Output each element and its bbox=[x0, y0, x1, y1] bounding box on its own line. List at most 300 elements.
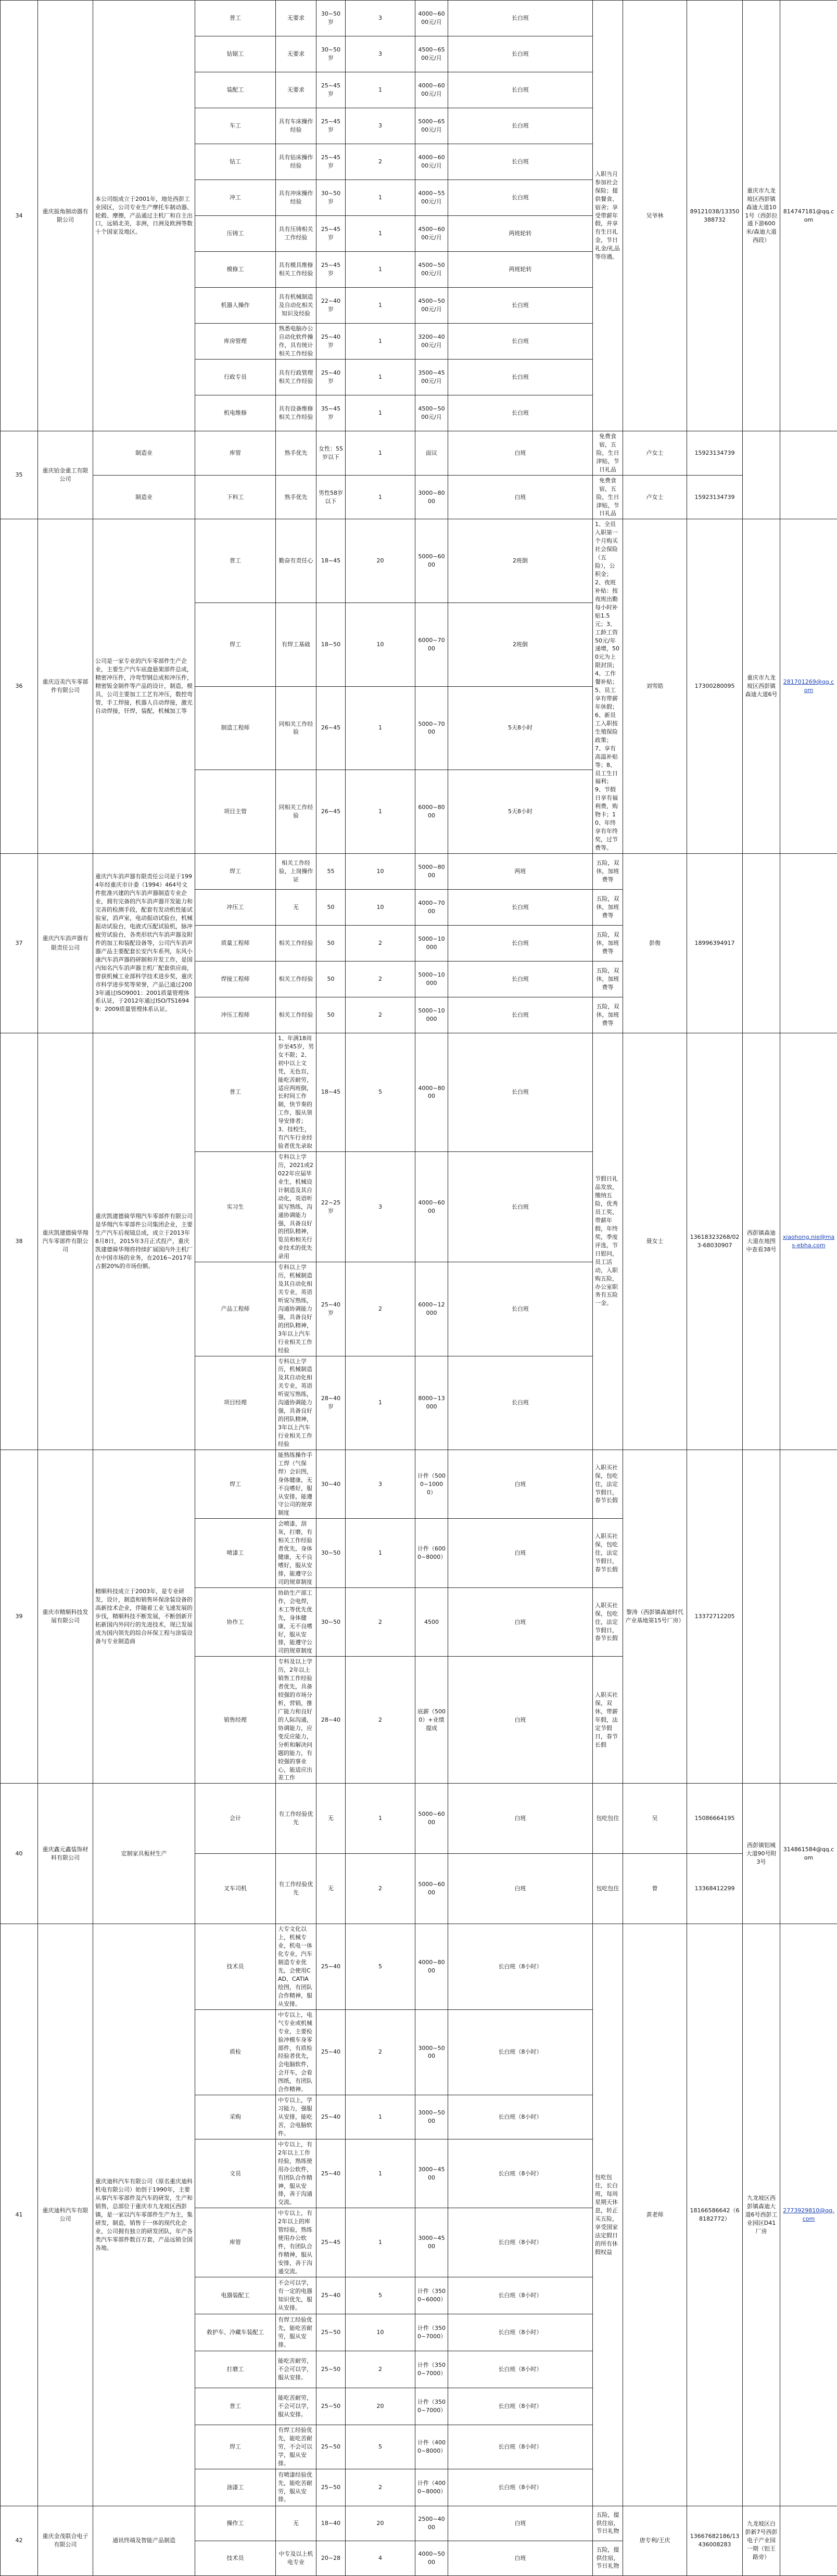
job-title: 销售经理 bbox=[195, 1657, 276, 1784]
company-welfare: 入职当月参加社会保险；提供餐食、宿舍；享受带薪年假，并享有生日礼金，节日礼金/礼品等待遇。 bbox=[593, 1, 623, 431]
job-headcount: 1 bbox=[346, 1519, 415, 1588]
job-title: 技术员 bbox=[195, 2541, 276, 2575]
job-headcount: 2 bbox=[346, 2469, 415, 2506]
job-title: 产品工程师 bbox=[195, 1262, 276, 1356]
job-title: 库管 bbox=[195, 431, 276, 476]
job-headcount: 2 bbox=[346, 925, 415, 961]
job-salary: 3000~4500 bbox=[415, 2208, 448, 2277]
job-shift: 白班 bbox=[448, 475, 593, 519]
job-title: 协作工 bbox=[195, 1587, 276, 1657]
company-name: 重庆鑫元鑫装饰材料有限公司 bbox=[38, 1784, 93, 1924]
job-headcount: 2 bbox=[346, 997, 415, 1033]
job-salary: 面议 bbox=[415, 431, 448, 476]
contact-person: 聂女士 bbox=[623, 1033, 687, 1450]
job-shift: 长白班（8小时） bbox=[448, 2095, 593, 2139]
company-name: 重庆凯建德骑华翔汽车零部件有限公司 bbox=[38, 1033, 93, 1450]
job-salary: 计件（3500~7000） bbox=[415, 2388, 448, 2425]
job-headcount: 10 bbox=[346, 2314, 415, 2351]
job-title: 焊接工程师 bbox=[195, 961, 276, 997]
job-salary: 计件（3500~6000） bbox=[415, 2277, 448, 2314]
job-requirement: 专科以上学历，机械制造及其自动化相关专业，英语听说写熟练，沟通协调能力强，具备良好的团队精神，3年以上汽车行业相关工作经验 bbox=[276, 1262, 316, 1356]
job-requirement: 熟悉电脑办公自动化软件操作，具有统计相关工作经验 bbox=[276, 324, 316, 360]
job-requirement: 无 bbox=[276, 889, 316, 925]
job-title: 行政专员 bbox=[195, 360, 276, 395]
job-title: 焊工 bbox=[195, 1450, 276, 1519]
job-age: 30~40 bbox=[316, 1450, 346, 1519]
job-headcount: 1 bbox=[346, 2139, 415, 2208]
job-age: 30~50岁 bbox=[316, 1, 346, 36]
job-age: 50 bbox=[316, 997, 346, 1033]
job-requirement: 无要求 bbox=[276, 36, 316, 72]
job-requirement: 有喷漆经验优先，能吃苦耐劳，服从安排。 bbox=[276, 2469, 316, 2506]
job-title: 机电维修 bbox=[195, 395, 276, 431]
company-number: 39 bbox=[1, 1450, 38, 1784]
job-headcount: 3 bbox=[346, 108, 415, 144]
company-number: 40 bbox=[1, 1784, 38, 1924]
job-age: 22~25岁 bbox=[316, 1152, 346, 1262]
job-age: 25~50 bbox=[316, 2351, 346, 2388]
job-salary: 4000~5000 bbox=[415, 2541, 448, 2575]
job-shift: 白班 bbox=[448, 1657, 593, 1784]
job-salary: 4000~6000 bbox=[415, 1152, 448, 1262]
job-title: 压铸工 bbox=[195, 216, 276, 252]
job-headcount: 5 bbox=[346, 1033, 415, 1151]
job-requirement: 专科及以上学历，2年以上销售工作经验者优先，具备较强的市场分析，营销，推广能力和良好的人际沟通，协调能力，应变反应能力，分析和解决问题的能力，有较强的事业心，能适应出差工作 bbox=[276, 1657, 316, 1784]
company-welfare: 入职买社保，双休，带薪年假，法定节假日，春节长假 bbox=[593, 1657, 623, 1784]
job-age: 25~40 bbox=[316, 2095, 346, 2139]
job-title: 库房管理 bbox=[195, 324, 276, 360]
job-salary: 4500~5000元/月 bbox=[415, 395, 448, 431]
job-title: 冲工 bbox=[195, 180, 276, 216]
job-age: 25~50 bbox=[316, 2314, 346, 2351]
table-row bbox=[1, 853, 837, 889]
job-title: 模修工 bbox=[195, 252, 276, 288]
job-title: 钻锯工 bbox=[195, 36, 276, 72]
job-title: 焊工 bbox=[195, 603, 276, 687]
job-title: 质检 bbox=[195, 2009, 276, 2095]
job-shift: 白班 bbox=[448, 2506, 593, 2541]
job-age: 25~40 bbox=[316, 2009, 346, 2095]
company-welfare: 五险，双休，加班费等 bbox=[593, 961, 623, 997]
job-requirement: 中专以上，有2年以上的库管经验，熟练使用办公软件，有团队合作精神，服从安排，善于沟通交流。 bbox=[276, 2208, 316, 2277]
company-number: 35 bbox=[1, 431, 38, 519]
job-salary: 4500 bbox=[415, 1587, 448, 1657]
job-shift: 长白班（8小时） bbox=[448, 2208, 593, 2277]
company-address bbox=[743, 1450, 780, 1784]
job-salary: 4000~6000元/月 bbox=[415, 72, 448, 108]
table-row bbox=[1, 2506, 837, 2541]
company-number: 42 bbox=[1, 2506, 38, 2575]
contact-phone: 13618323268/023-68030907 bbox=[687, 1033, 743, 1450]
job-age: 25~50 bbox=[316, 2388, 346, 2425]
job-headcount: 1 bbox=[346, 395, 415, 431]
table-row bbox=[1, 475, 837, 519]
job-shift: 长白班 bbox=[448, 925, 593, 961]
job-shift: 长白班（8小时） bbox=[448, 1924, 593, 2009]
job-age: 50 bbox=[316, 961, 346, 997]
company-name: 重庆汽车消声器有限责任公司 bbox=[38, 853, 93, 1033]
job-shift: 长白班 bbox=[448, 360, 593, 395]
job-age: 26~45 bbox=[316, 686, 346, 770]
job-age: 25~40 bbox=[316, 2139, 346, 2208]
job-title: 下料工 bbox=[195, 475, 276, 519]
job-age: 25~40岁 bbox=[316, 360, 346, 395]
company-intro: 重庆汽车消声器有限责任公司是于1994年经重庆市计委（1994）464号文件批准兴建的汽车消声器制造专业企业，拥有完备的汽车消声器开发能力和完善的检测手段，配套有发动机性能试验室，消声室，电动振动试验台，机械振动试验台，电液式压配试验机，脉冲疲劳试验台，各类形状汽车消声器及附件的加工和装配设备等，公司汽车消声器产品主要配套长安汽车系列，东风小康汽车消声器的研制和开发工作，是国内知名汽车消声器主机厂配套供应商，曾获机械工业部科学技术进步奖，重庆市科学进步奖等荣誉，产品已通过2003年通过ISO9001：2001质量管理体系认证，于2012年通过ISO/TS16949：2009质量管理体系认证。 bbox=[93, 853, 195, 1033]
job-salary: 5000~6000 bbox=[415, 519, 448, 603]
table-row bbox=[1, 1924, 837, 2009]
job-salary: 3000~8000 bbox=[415, 475, 448, 519]
company-address: 西彭镇铝城大道90号附3号 bbox=[743, 1784, 780, 1924]
job-salary: 3000~5000 bbox=[415, 2009, 448, 2095]
job-requirement: 不会可以学，有一定的电器知识优先，服从安排。 bbox=[276, 2277, 316, 2314]
company-number: 36 bbox=[1, 519, 38, 854]
job-salary: 5000~10000 bbox=[415, 961, 448, 997]
job-headcount: 2 bbox=[346, 144, 415, 180]
job-shift: 长白班（8小时） bbox=[448, 2351, 593, 2388]
job-shift: 白班 bbox=[448, 1450, 593, 1519]
company-industry: 通讯终端及智能产品制造 bbox=[93, 2506, 195, 2575]
job-shift: 长白班 bbox=[448, 36, 593, 72]
job-shift: 长白班（8小时） bbox=[448, 2469, 593, 2506]
job-headcount: 20 bbox=[346, 519, 415, 603]
job-salary: 5000~6500元/月 bbox=[415, 108, 448, 144]
job-title: 项目经理 bbox=[195, 1356, 276, 1450]
job-salary: 计件（4000~8000） bbox=[415, 2469, 448, 2506]
job-shift: 长白班（8小时） bbox=[448, 2314, 593, 2351]
job-headcount: 2 bbox=[346, 1657, 415, 1784]
job-shift: 长白班（8小时） bbox=[448, 2425, 593, 2469]
contact-person: 卢女士 bbox=[623, 475, 687, 519]
job-title: 普工 bbox=[195, 1, 276, 36]
job-headcount: 3 bbox=[346, 36, 415, 72]
job-salary: 计件（3500~7000） bbox=[415, 2314, 448, 2351]
job-salary: 4500~5000元/月 bbox=[415, 288, 448, 324]
company-name: 重庆铂金重工有限公司 bbox=[38, 431, 93, 519]
contact-person: 黎涛（西彭镇森迪时代产业基地第15号厂房） bbox=[623, 1450, 687, 1784]
job-salary: 4000~8000 bbox=[415, 1924, 448, 2009]
job-salary: 5000~6000 bbox=[415, 1854, 448, 1924]
company-name: 重庆金茂联合电子有限公司 bbox=[38, 2506, 93, 2575]
job-salary: 3200~4000元/月 bbox=[415, 324, 448, 360]
job-title: 叉车司机 bbox=[195, 1854, 276, 1924]
company-welfare: 入职买社保，包吃住，法定节假日，春节长假 bbox=[593, 1519, 623, 1588]
job-title: 库管 bbox=[195, 2208, 276, 2277]
job-headcount: 3 bbox=[346, 1, 415, 36]
job-shift: 5天8小时 bbox=[448, 686, 593, 770]
job-salary: 4000~8000 bbox=[415, 1033, 448, 1151]
job-shift: 长白班 bbox=[448, 1262, 593, 1356]
job-title: 钻工 bbox=[195, 144, 276, 180]
company-email bbox=[780, 431, 837, 519]
job-requirement: 能吃苦耐劳，不会可以学，服从安排。 bbox=[276, 2351, 316, 2388]
job-age: 30~50岁 bbox=[316, 36, 346, 72]
job-shift: 长白班 bbox=[448, 1, 593, 36]
job-requirement: 无 bbox=[276, 2506, 316, 2541]
job-headcount: 2 bbox=[346, 1587, 415, 1657]
job-salary: 3000~4500 bbox=[415, 2139, 448, 2208]
job-shift: 长白班 bbox=[448, 961, 593, 997]
job-headcount: 2 bbox=[346, 1854, 415, 1924]
job-title: 文员 bbox=[195, 2139, 276, 2208]
job-shift: 长白班 bbox=[448, 288, 593, 324]
company-intro: 重庆迪科汽车有限公司（原名重庆迪科机电有限公司）始创于1990年，主要从事汽车零部件及汽车的研发，生产和销售，总部位于重庆市九龙坡区西彭镇，是一家以汽车零部件生产为主，集研发，制造，销售于一体的现代化企业，公司拥有独立的研发团队，年产各类汽车零部件数百万套，产品远销全国各地。 bbox=[93, 1924, 195, 2506]
contact-person: 吴爷林 bbox=[623, 1, 687, 431]
company-email bbox=[780, 1450, 837, 1784]
job-salary: 计件（6000~8000） bbox=[415, 1519, 448, 1588]
job-requirement: 能熟练操作手工焊（气保焊）会识图，身体健康，无不良嗜好，服从安排，能遵守公司的规章制度 bbox=[276, 1450, 316, 1519]
job-requirement: 中专以上，有2年以上工作经验，熟练使用办公软件，有团队合作精神，服从安排，善于沟通交流。 bbox=[276, 2139, 316, 2208]
job-title: 打磨工 bbox=[195, 2351, 276, 2388]
company-address: 九龙坡区白彭新7号西彭电子产业园一期（铝王路旁） bbox=[743, 2506, 780, 2575]
job-title: 操作工 bbox=[195, 2506, 276, 2541]
job-title: 机器人操作 bbox=[195, 288, 276, 324]
job-requirement: 相关工作经验 bbox=[276, 997, 316, 1033]
job-headcount: 1 bbox=[346, 72, 415, 108]
job-shift: 长白班 bbox=[448, 72, 593, 108]
job-age: 55 bbox=[316, 853, 346, 889]
job-headcount: 1 bbox=[346, 288, 415, 324]
job-requirement: 无要求 bbox=[276, 72, 316, 108]
job-age: 无 bbox=[316, 1854, 346, 1924]
contact-phone: 15086664195 bbox=[687, 1784, 743, 1854]
job-headcount: 5 bbox=[346, 1924, 415, 2009]
table-row bbox=[1, 431, 837, 476]
job-headcount: 1 bbox=[346, 1784, 415, 1854]
job-shift: 长白班 bbox=[448, 395, 593, 431]
job-shift: 长白班 bbox=[448, 1356, 593, 1450]
company-welfare: 包吃包住，长白班，每周星期天休息，转正买五险，享受国家法定假日的所有休假权益 bbox=[593, 1924, 623, 2506]
contact-person: 唐专利/王庆 bbox=[623, 2506, 687, 2575]
job-title: 冲压工 bbox=[195, 889, 276, 925]
company-welfare: 五险，双休，加班费等 bbox=[593, 997, 623, 1033]
job-headcount: 2 bbox=[346, 2009, 415, 2095]
company-intro: 公司是一家专业的汽车零部件生产企业，主要生产汽车底盘悬架部件总成，精密冲压件，冷弯型钢总成和冲压件，精密钣金制件等产品的设计，制造，模具，公司主要加工工艺有冲压，数控弯管，手工焊接，机器人自动焊接，激光自动焊接，钎焊，装配，机械加工等 bbox=[93, 519, 195, 854]
job-requirement: 同相关工作经验 bbox=[276, 770, 316, 854]
job-salary: 3500~4500元/月 bbox=[415, 360, 448, 395]
contact-phone: 13667682186/13436008283 bbox=[687, 2506, 743, 2575]
job-headcount: 10 bbox=[346, 889, 415, 925]
job-shift: 白班 bbox=[448, 1854, 593, 1924]
company-welfare: 五险，提供住宿，节日礼物 bbox=[593, 2506, 623, 2541]
company-address: 重庆市九龙坡区西彭镇森迪大道101号（西彭拉通下游600米/森迪大道西段） bbox=[743, 1, 780, 431]
company-industry: 制造业 bbox=[93, 475, 195, 519]
job-shift: 白班 bbox=[448, 1587, 593, 1657]
job-shift: 白班 bbox=[448, 1519, 593, 1588]
job-title: 喷漆工 bbox=[195, 1519, 276, 1588]
job-title: 采购 bbox=[195, 2095, 276, 2139]
job-headcount: 10 bbox=[346, 853, 415, 889]
company-email[interactable]: xiaohong.nie@mas-ebha.com bbox=[780, 1033, 837, 1450]
job-requirement: 中专以上，学习能力，强服从安排，能吃苦，会电脑软件。 bbox=[276, 2095, 316, 2139]
job-age: 25~40 bbox=[316, 2277, 346, 2314]
job-shift: 长白班 bbox=[448, 324, 593, 360]
job-age: 25~45 bbox=[316, 2208, 346, 2277]
job-headcount: 3 bbox=[346, 1450, 415, 1519]
table-row bbox=[1, 519, 837, 603]
job-requirement: 会喷漆，刮灰，打磨，有相关工作经验者优先，身体健康，无不良嗜好，服从安排，能遵守公司的规章制度 bbox=[276, 1519, 316, 1588]
job-salary: 5000~6000 bbox=[415, 1784, 448, 1854]
contact-phone: 13368412299 bbox=[687, 1854, 743, 1924]
job-shift: 长白班 bbox=[448, 997, 593, 1033]
job-title: 项目主管 bbox=[195, 770, 276, 854]
job-headcount: 1 bbox=[346, 431, 415, 476]
job-shift: 白班 bbox=[448, 1784, 593, 1854]
company-address bbox=[743, 431, 780, 519]
job-title: 救护车、冷藏车装配工 bbox=[195, 2314, 276, 2351]
job-salary: 计件（5000~10000） bbox=[415, 1450, 448, 1519]
job-requirement: 有焊工基础 bbox=[276, 603, 316, 687]
job-salary: 4500~6500元/月 bbox=[415, 36, 448, 72]
job-title: 焊工 bbox=[195, 853, 276, 889]
job-salary: 底薪（5000）+业绩提成 bbox=[415, 1657, 448, 1784]
contact-phone: 17300280095 bbox=[687, 519, 743, 854]
contact-phone: 89121038/13350388732 bbox=[687, 1, 743, 431]
job-requirement: 有工作经验优先 bbox=[276, 1854, 316, 1924]
job-headcount: 1 bbox=[346, 1356, 415, 1450]
contact-phone: 13372712205 bbox=[687, 1450, 743, 1784]
job-age: 无 bbox=[316, 1784, 346, 1854]
company-welfare: 五险，提供住宿，节日礼物 bbox=[593, 2541, 623, 2575]
job-requirement: 具有行政管理相关工作经验 bbox=[276, 360, 316, 395]
job-requirement: 专科以上学历，机械制造及其自动化相关专业，英语听说写熟练，沟通协调能力强，具备良好的团队精神，3年以上汽车行业相关工作经验 bbox=[276, 1356, 316, 1450]
company-address bbox=[743, 853, 780, 1033]
job-shift: 长白班 bbox=[448, 1033, 593, 1151]
job-age: 25~40岁 bbox=[316, 324, 346, 360]
job-requirement: 能吃苦耐劳，不会可以学，服从安排。 bbox=[276, 2388, 316, 2425]
job-headcount: 1 bbox=[346, 2095, 415, 2139]
job-title: 普工 bbox=[195, 1033, 276, 1151]
job-requirement: 具有冲床操作经验 bbox=[276, 180, 316, 216]
company-welfare: 五险，双休，加班费等 bbox=[593, 925, 623, 961]
company-email[interactable]: 281701269@qq.com bbox=[780, 519, 837, 854]
job-title: 实习生 bbox=[195, 1152, 276, 1262]
job-requirement: 相关工作经验，上岗操作证 bbox=[276, 853, 316, 889]
job-headcount: 1 bbox=[346, 686, 415, 770]
job-shift: 两班 bbox=[448, 853, 593, 889]
job-age: 25~45岁 bbox=[316, 216, 346, 252]
job-salary: 5000~8000 bbox=[415, 853, 448, 889]
company-industry: 制造业 bbox=[93, 431, 195, 476]
job-age: 50 bbox=[316, 925, 346, 961]
job-headcount: 1 bbox=[346, 252, 415, 288]
job-requirement: 具有设备维修相关工作经验 bbox=[276, 395, 316, 431]
job-salary: 5000~10000 bbox=[415, 997, 448, 1033]
job-requirement: 大专文化以上，机械专业，机电一体化专业，汽车制造专业优先，会使用CAD、CATIA绘图，有团队合作精神，服从安排。 bbox=[276, 1924, 316, 2009]
job-age: 25~40 bbox=[316, 1924, 346, 2009]
job-shift: 5天8小时 bbox=[448, 770, 593, 854]
job-headcount: 5 bbox=[346, 2277, 415, 2314]
job-headcount: 20 bbox=[346, 2506, 415, 2541]
job-title: 普工 bbox=[195, 519, 276, 603]
job-salary: 4000~6000元/月 bbox=[415, 1, 448, 36]
job-headcount: 2 bbox=[346, 1262, 415, 1356]
job-title: 技术员 bbox=[195, 1924, 276, 2009]
table-row bbox=[1, 1784, 837, 1854]
job-headcount: 5 bbox=[346, 2425, 415, 2469]
job-headcount: 1 bbox=[346, 180, 415, 216]
company-email[interactable]: 2773929810@qq.com bbox=[780, 1924, 837, 2506]
job-salary: 6000~8000 bbox=[415, 770, 448, 854]
job-requirement: 1、年满18周岁至45岁，男女不限；2、初中以上文凭，无色盲，能吃苦耐劳，适应两班倒，长时间工作制，快节奏的工作，服从领导安排者；3、技校生，有汽车行业经验者优先录取 bbox=[276, 1033, 316, 1151]
job-shift: 长白班（8小时） bbox=[448, 2009, 593, 2095]
job-headcount: 2 bbox=[346, 961, 415, 997]
job-salary: 计件（4000~8000） bbox=[415, 2425, 448, 2469]
company-intro: 本公司组成立于2001年，地处西彭工业园区，公司专业生产摩托车制动器、轮毂、摩擦，产品通过主机厂和自主出口，远销北美，非洲，日洲及欧洲等数十个国家及地区。 bbox=[93, 1, 195, 431]
job-age: 28~40 bbox=[316, 1657, 346, 1784]
company-industry: 定制家具板材生产 bbox=[93, 1784, 195, 1924]
job-salary: 4000~7000 bbox=[415, 889, 448, 925]
contact-phone: 18166586642（68182772） bbox=[687, 1924, 743, 2506]
job-age: 20~28 bbox=[316, 2541, 346, 2575]
job-shift: 白班 bbox=[448, 2541, 593, 2575]
job-headcount: 1 bbox=[346, 216, 415, 252]
job-shift: 长白班 bbox=[448, 889, 593, 925]
job-age: 30~50岁 bbox=[316, 180, 346, 216]
job-requirement: 具有车床操作经验 bbox=[276, 108, 316, 144]
job-title: 油漆工 bbox=[195, 2469, 276, 2506]
job-age: 28~40岁 bbox=[316, 1356, 346, 1450]
company-number: 37 bbox=[1, 853, 38, 1033]
job-headcount: 3 bbox=[346, 1152, 415, 1262]
company-welfare: 五险，双休，加班费等 bbox=[593, 889, 623, 925]
job-requirement: 同相关工作经验 bbox=[276, 686, 316, 770]
job-salary: 计件（3500~7000） bbox=[415, 2351, 448, 2388]
job-requirement: 具有压铸相关工作经验 bbox=[276, 216, 316, 252]
job-requirement: 熟手优先 bbox=[276, 475, 316, 519]
company-welfare: 包吃包住 bbox=[593, 1854, 623, 1924]
company-welfare: 入职买社保，包吃住，法定节假日，春节长假 bbox=[593, 1587, 623, 1657]
table-row bbox=[1, 1033, 837, 1151]
company-email bbox=[780, 2506, 837, 2575]
job-headcount: 1 bbox=[346, 360, 415, 395]
company-address: 九龙坡区西彭镇森迪大道6号西彭工业园区D41厂房 bbox=[743, 1924, 780, 2506]
job-title: 普工 bbox=[195, 2388, 276, 2425]
job-salary: 4000~5500元/月 bbox=[415, 180, 448, 216]
job-title: 装配工 bbox=[195, 72, 276, 108]
job-age: 30~50 bbox=[316, 1587, 346, 1657]
job-age: 25~45岁 bbox=[316, 108, 346, 144]
table-row bbox=[1, 1450, 837, 1519]
job-age: 18~50 bbox=[316, 603, 346, 687]
company-address: 西彭镇森迪大道在地图中查看38号 bbox=[743, 1033, 780, 1450]
job-shift: 2班倒 bbox=[448, 519, 593, 603]
job-requirement: 协助生产部工作，会电焊，木工等优先优先，身体健康，无不良嗜好，服从安排，能遵守公司的规章制度 bbox=[276, 1587, 316, 1657]
job-requirement: 具有模具维修相关工作经验 bbox=[276, 252, 316, 288]
job-requirement: 有焊工经验优先，能吃苦耐劳，不会可以学，服从安排。 bbox=[276, 2425, 316, 2469]
company-welfare: 节假日礼品发放，缴纳五险，优秀员工奖，带薪年假，年终奖，季度评选，节日慰问，员工活动，入职购五险，办公室职务有五险一金。 bbox=[593, 1033, 623, 1450]
job-shift: 长白班（8小时） bbox=[448, 2139, 593, 2208]
job-age: 50 bbox=[316, 889, 346, 925]
contact-phone: 15923134739 bbox=[687, 475, 743, 519]
job-age: 25~50 bbox=[316, 2425, 346, 2469]
job-age: 18~40 bbox=[316, 2506, 346, 2541]
job-salary: 6000~7000 bbox=[415, 603, 448, 687]
job-age: 22~40岁 bbox=[316, 288, 346, 324]
contact-person: 卢女士 bbox=[623, 431, 687, 476]
job-shift: 长白班 bbox=[448, 144, 593, 180]
company-welfare: 1、全员入职第一个月购买社会保险（五险），公积金；2、夜班补贴：按夜班出勤每小时补贴1.5元；3、工龄工资50元/年递增，500元为上限封顶；4、工作餐补贴；5、员工享有带薪年休假；6、新员工入职按生殖保险政策；7、享有高温补贴等；8、员工生日福利；9、节假日享有福利费，购物卡；10、年终享有年终奖，过节费等。 bbox=[593, 519, 623, 854]
job-title: 冲压工程师 bbox=[195, 997, 276, 1033]
job-age: 25~45岁 bbox=[316, 252, 346, 288]
job-requirement: 无要求 bbox=[276, 1, 316, 36]
company-address: 重庆市九龙坡区西彭镇森迪大道6号 bbox=[743, 519, 780, 854]
job-salary: 4500~6000元/月 bbox=[415, 216, 448, 252]
company-email: 814747181@qq.com bbox=[780, 1, 837, 431]
job-headcount: 4 bbox=[346, 2541, 415, 2575]
job-shift: 长白班（8小时） bbox=[448, 2388, 593, 2425]
contact-person: 曾 bbox=[623, 1854, 687, 1924]
company-welfare: 免费食宿，五险，生日津贴，节日礼品 bbox=[593, 431, 623, 476]
